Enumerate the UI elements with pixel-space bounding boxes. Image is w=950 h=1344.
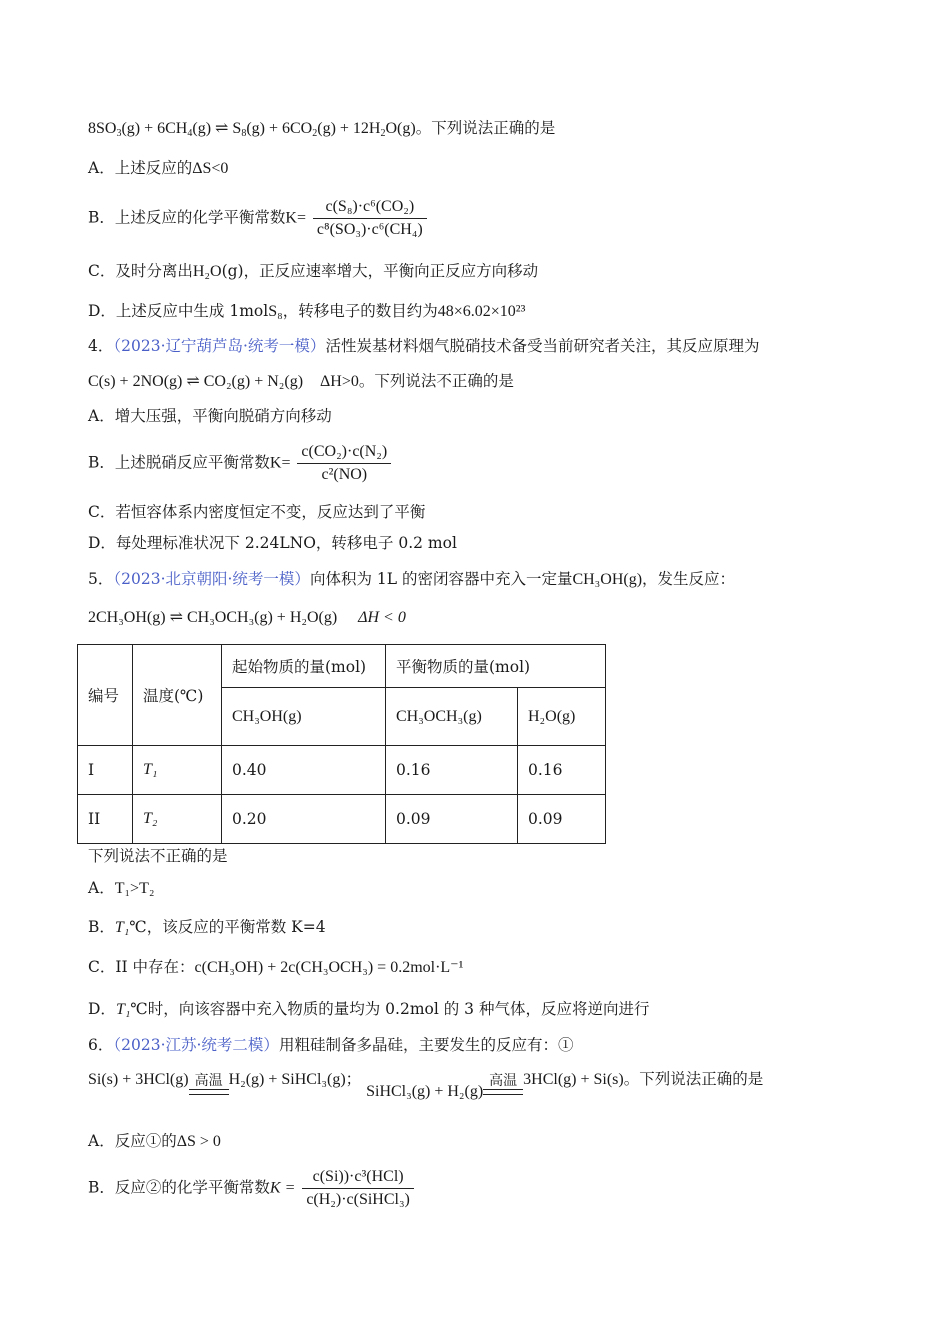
q5-data-table (77, 644, 606, 844)
th-e1: CH₃OCH₃(g) (386, 688, 518, 746)
q5-option-c: C．II 中存在：c(CH₃OH) + 2c(CH₃OCH₃) = 0.2mol·L⁻¹ (88, 958, 464, 976)
th-s1: CH₃OH(g) (222, 688, 386, 746)
th-eq: 平衡物质的量(mol) (386, 645, 606, 688)
q3-equation: $8SO_3(g) + 6CH_4(g)$ ⇌ $S_8(g) + 6CO_2(g) + 12H_2O(g)$。下列说法正确的是 (88, 119, 556, 139)
q5-equation: 2CH₃OH(g) ⇌ CH₃OCH₃(g) + H₂O(g) ΔH < 0 (88, 609, 406, 626)
q4-equation: C(s) + 2NO(g) ⇌ CO₂(g) + N₂(g) ΔH>0。下列说法不正确的是 (88, 372, 514, 390)
q6-source: （2023·江苏·统考二模） (113, 1036, 279, 1054)
q3-k-fraction: $\frac{\text{c(S₈)·c⁶(CO₂)}}{\text{c⁸(SO₃)·c⁶(CH₄)}}$ (313, 196, 427, 241)
q3-option-b: B．上述反应的化学平衡常数K= $\frac{\text{c(S₈)·c⁶(CO₂)}}{\text{c⁸(SO₃)·c⁶(CH₄)}}$ (88, 196, 427, 241)
q5-source: （2023·北京朝阳·统考一模） (113, 570, 310, 588)
th-start: 起始物质的量(mol) (222, 645, 386, 688)
q3-option-a: A．上述反应的ΔS<0 (88, 159, 229, 177)
q4-option-d: D．每处理标准状况下 2.24LNO，转移电子 0.2 mol (88, 534, 457, 552)
q4-option-a: A．增大压强，平衡向脱硝方向移动 (88, 407, 332, 425)
q6-equations: Si(s) + 3HCl(g) 高温 H₂(g) + SiHCl₃(g)； SiHCl₃(g) + H₂(g) 高温 3HCl(g) + Si(s)。下列说法正确的是 (88, 1070, 764, 1100)
th-e2: H₂O(g) (518, 688, 606, 746)
q5-option-a: A．T₁>T₂ (88, 879, 155, 897)
table-row: II T₂ 0.20 0.09 0.09 (78, 795, 606, 844)
q5-after-table: 下列说法不正确的是 (88, 847, 228, 865)
table-row: I T₁ 0.40 0.16 0.16 (78, 746, 606, 795)
q4-stem: 4．（2023·辽宁葫芦岛·统考一模）活性炭基材料烟气脱硝技术备受当前研究者关注，其反应原理为 (88, 337, 760, 355)
th-temp: 温度(℃) (133, 645, 222, 746)
q5-option-d: D．T₁℃时，向该容器中充入物质的量均为 0.2mol 的 3 种气体，反应将逆向进行 (88, 1000, 650, 1018)
reaction-condition-1: 高温 (189, 1073, 229, 1095)
q6-k-fraction: $\frac{\text{c(Si))·c³(HCl)}}{\text{c(H₂)·c(SiHCl₃)}}$ (302, 1166, 414, 1211)
q5-option-b: B．T₁℃，该反应的平衡常数 K=4 (88, 918, 326, 936)
reaction-condition-2: 高温 (483, 1073, 523, 1095)
q4-source: （2023·辽宁葫芦岛·统考一模） (113, 337, 326, 355)
q3-option-c: C．及时分离出H₂O(g)，正反应速率增大，平衡向正反应方向移动 (88, 262, 539, 280)
q4-k-fraction: $\frac{\text{c(CO₂)·c(N₂)}}{\text{c²(NO)}}$ (297, 441, 391, 486)
q3-option-d: D．上述反应中生成 1molS₈，转移电子的数目约为48×6.02×10²³ (88, 302, 526, 320)
q4-option-b: B．上述脱硝反应平衡常数K= $\frac{\text{c(CO₂)·c(N₂)}}{\text{c²(NO)}}$ (88, 441, 391, 486)
q6-stem: 6．（2023·江苏·统考二模）用粗硅制备多晶硅，主要发生的反应有：① (88, 1036, 574, 1054)
q6-option-a: A．反应①的ΔS > 0 (88, 1132, 221, 1150)
q5-stem: 5．（2023·北京朝阳·统考一模）向体积为 1L 的密闭容器中充入一定量CH₃OH(g)，发生反应： (88, 570, 736, 588)
th-id: 编号 (78, 645, 133, 746)
q4-option-c: C．若恒容体系内密度恒定不变，反应达到了平衡 (88, 503, 426, 521)
q6-option-b: B．反应②的化学平衡常数K = $\frac{\text{c(Si))·c³(HCl)}}{\text{c(H₂)·c(SiHCl₃)}}$ (88, 1166, 414, 1211)
